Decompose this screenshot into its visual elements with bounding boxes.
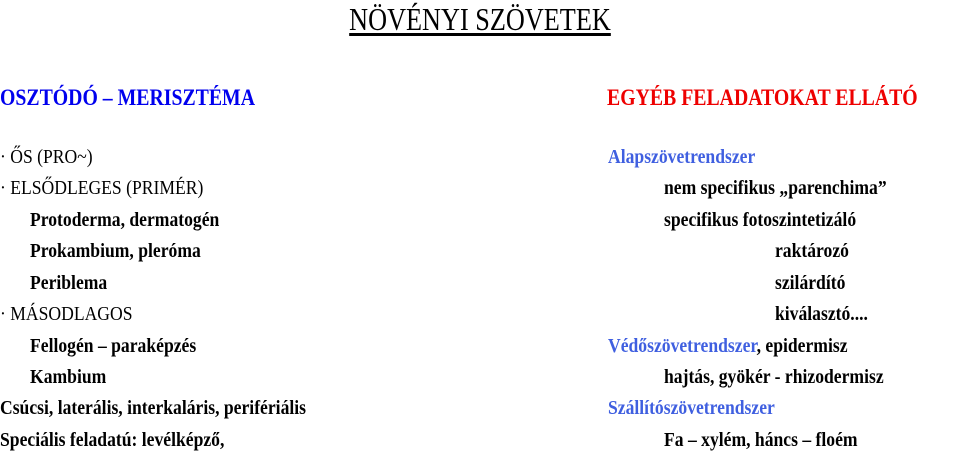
vedo-line xyxy=(608,336,848,356)
szallito-item: Fa – xylém, háncs – floém xyxy=(664,429,858,451)
alap-item-3: raktározó xyxy=(775,240,849,262)
vedo-suffix: , epidermisz xyxy=(756,335,848,357)
left-line-9: Csúcsi, laterális, interkaláris, perifériális xyxy=(0,397,307,419)
alap-item-2: specifikus fotoszintetizáló xyxy=(664,209,857,231)
page-title: NÖVÉNYI SZÖVETEK xyxy=(349,1,611,37)
left-line-4: Prokambium, pleróma xyxy=(30,240,201,262)
left-line-8: Kambium xyxy=(30,366,107,388)
left-heading: OSZTÓDÓ – MERISZTÉMA xyxy=(0,85,255,110)
left-line-6: · MÁSODLAGOS xyxy=(0,303,133,325)
right-heading: EGYÉB FELADATOKAT ELLÁTÓ xyxy=(607,85,918,110)
left-line-7: Fellogén – paraképzés xyxy=(30,335,197,357)
vedo-item: hajtás, gyökér - rhizodermisz xyxy=(664,366,884,388)
left-line-1: · ŐS (PRO~) xyxy=(0,146,93,168)
left-line-10: Speciális feladatú: levélképző, xyxy=(0,429,225,451)
left-line-5: Periblema xyxy=(30,272,108,294)
alap-heading: Alapszövetrendszer xyxy=(608,146,756,168)
left-line-2: · ELSŐDLEGES (PRIMÉR) xyxy=(0,177,204,199)
vedo-heading: Védőszövetrendszer xyxy=(608,335,757,357)
left-line-3: Protoderma, dermatogén xyxy=(30,209,220,231)
alap-item-4: szilárdító xyxy=(775,272,846,294)
alap-item-1: nem specifikus „parenchima” xyxy=(664,177,887,199)
szallito-heading: Szállítószövetrendszer xyxy=(608,397,775,419)
alap-item-5: kiválasztó.... xyxy=(775,303,868,325)
